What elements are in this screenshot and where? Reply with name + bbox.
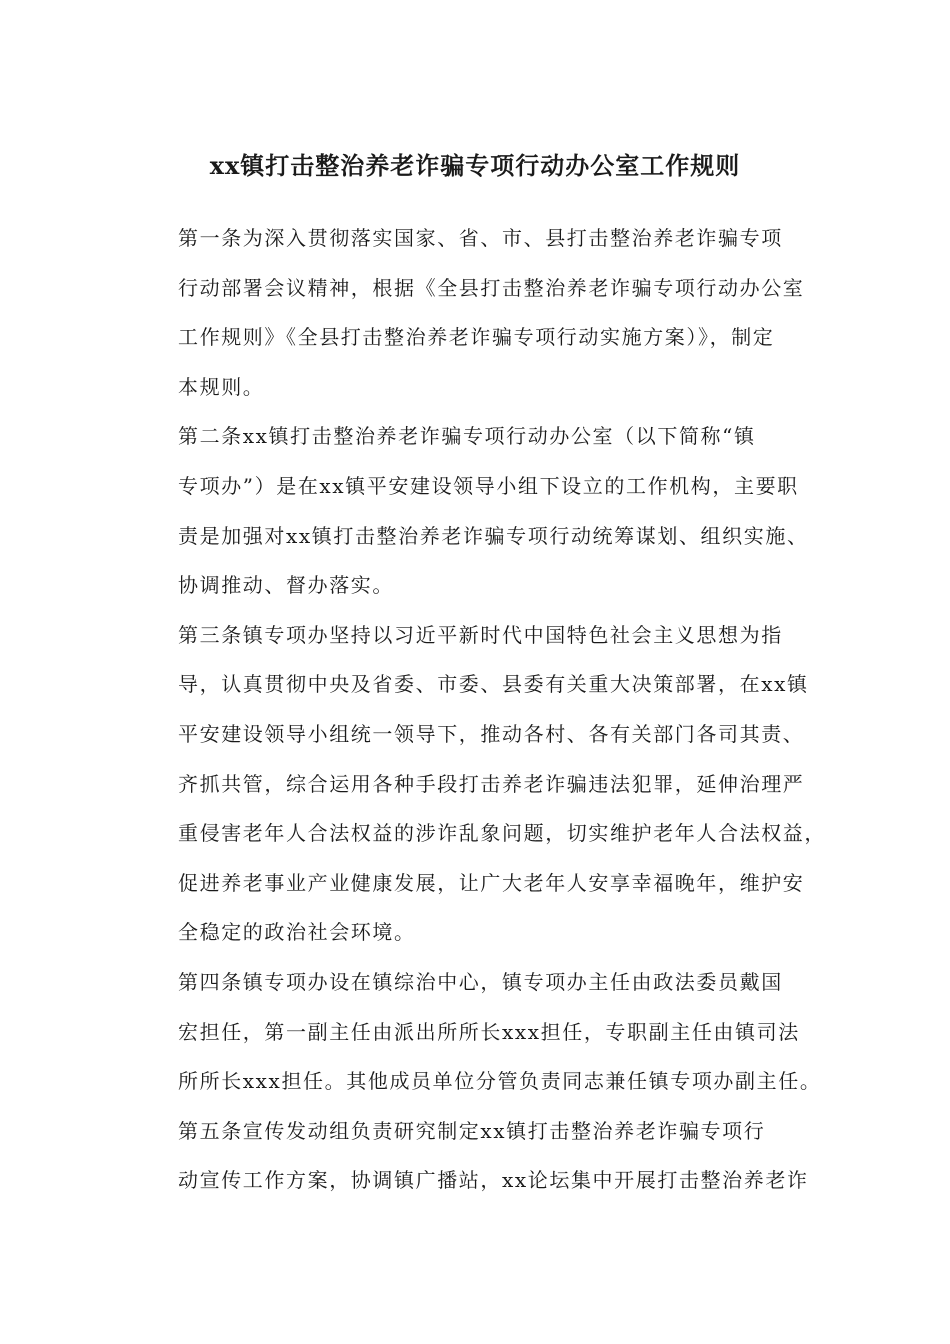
paragraph-line: 第五条宣传发动组负责研究制定xx镇打击整治养老诈骗专项行 — [178, 1118, 766, 1143]
paragraph-line: 第三条镇专项办坚持以习近平新时代中国特色社会主义思想为指 — [178, 622, 783, 647]
paragraph-line: 重侵害老年人合法权益的涉诈乱象问题，切实维护老年人合法权益， — [178, 821, 826, 846]
paragraph-line: 工作规则》《全县打击整治养老诈骗专项行动实施方案）》，制定 — [178, 325, 775, 350]
article-5-paragraph — [146, 1107, 809, 1206]
paragraph-line: 本规则。 — [178, 374, 265, 399]
paragraph-line: 第二条xx镇打击整治养老诈骗专项行动办公室（以下简称“镇 — [178, 424, 756, 449]
paragraph-line: 动宣传工作方案，协调镇广播站，xx论坛集中开展打击整治养老诈 — [178, 1168, 809, 1193]
paragraph-line: 责是加强对xx镇打击整治养老诈骗专项行动统筹谋划、组织实施、 — [178, 523, 809, 548]
paragraph-line: 协调推动、督办落实。 — [178, 573, 394, 598]
article-2-paragraph — [146, 412, 809, 610]
article-1-paragraph — [146, 214, 806, 412]
paragraph-line: 行动部署会议精神，根据《全县打击整治养老诈骗专项行动办公室 — [178, 275, 805, 300]
paragraph-line: 导，认真贯彻中央及省委、市委、县委有关重大决策部署，在xx镇 — [178, 672, 809, 697]
article-4-paragraph — [146, 958, 822, 1107]
paragraph-line: 第一条为深入贯彻落实国家、省、市、县打击整治养老诈骗专项 — [178, 226, 783, 250]
paragraph-line: 平安建设领导小组统一领导下，推动各村、各有关部门各司其责、 — [178, 721, 805, 746]
paragraph-line: 所所长xxx担任。其他成员单位分管负责同志兼任镇专项办副主任。 — [178, 1069, 822, 1094]
paragraph-line: 宏担任，第一副主任由派出所所长xxx担任，专职副主任由镇司法 — [178, 1019, 800, 1044]
article-3-paragraph — [146, 611, 826, 958]
paragraph-line: 全稳定的政治社会环境。 — [178, 920, 416, 945]
document-body — [146, 214, 826, 1206]
paragraph-line: 第四条镇专项办设在镇综治中心，镇专项办主任由政法委员戴国 — [178, 969, 783, 994]
paragraph-line: 齐抓共管，综合运用各种手段打击养老诈骗违法犯罪，延伸治理严 — [178, 771, 805, 796]
paragraph-line: 专项办”）是在xx镇平安建设领导小组下设立的工作机构，主要职 — [178, 473, 799, 498]
paragraph-line: 促进养老事业产业健康发展，让广大老年人安享幸福晚年，维护安 — [178, 870, 805, 895]
document-title: xx镇打击整治养老诈骗专项行动办公室工作规则 — [209, 151, 741, 180]
